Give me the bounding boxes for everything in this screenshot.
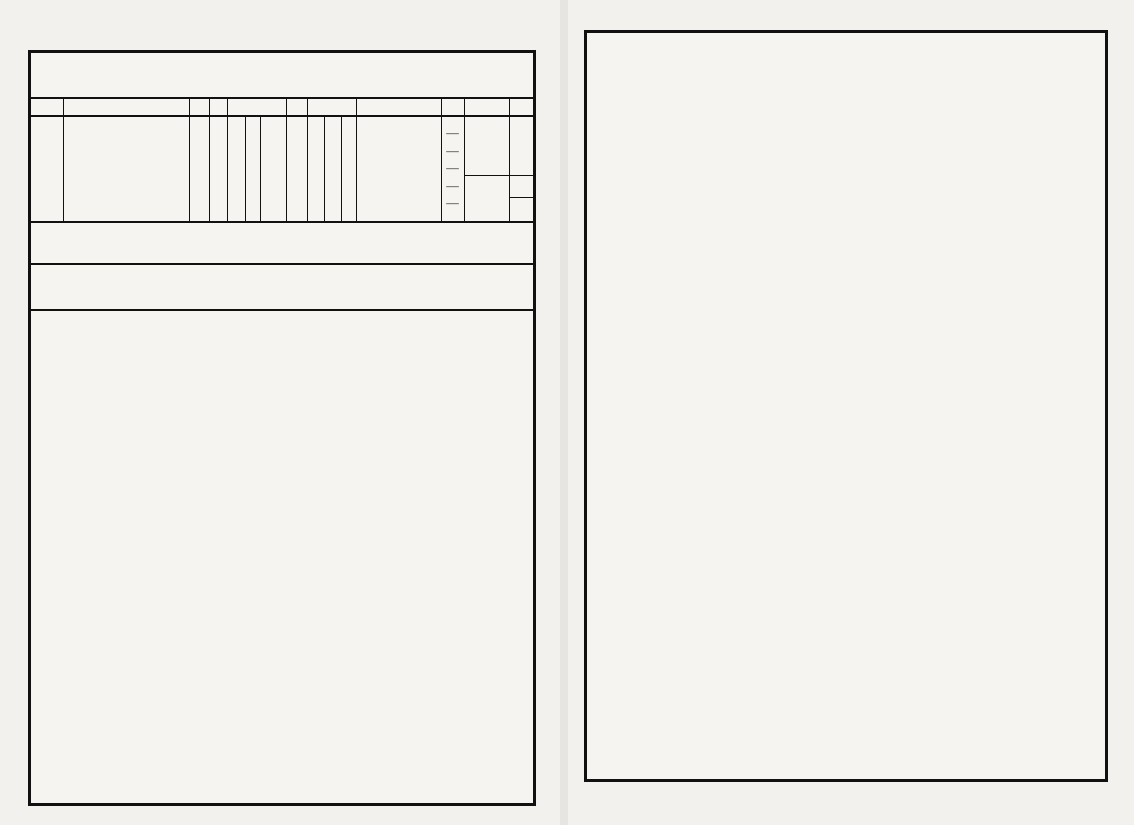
column-divider bbox=[245, 115, 246, 221]
timetable-frame bbox=[28, 50, 536, 806]
rule bbox=[31, 97, 533, 99]
column-divider bbox=[356, 115, 357, 221]
col9-dash: — bbox=[446, 126, 459, 140]
column-divider bbox=[260, 115, 261, 221]
column-divider bbox=[464, 97, 465, 115]
train-block bbox=[31, 53, 533, 265]
column-divider bbox=[509, 97, 510, 115]
rule bbox=[31, 221, 533, 223]
column-divider bbox=[227, 115, 228, 221]
column-divider bbox=[509, 115, 510, 221]
column-divider bbox=[63, 115, 64, 221]
train-block bbox=[31, 265, 533, 447]
column-divider bbox=[209, 115, 210, 221]
rule bbox=[509, 197, 533, 198]
column-divider bbox=[209, 97, 210, 115]
column-divider bbox=[63, 97, 64, 115]
column-divider bbox=[307, 115, 308, 221]
col9-dash: — bbox=[446, 143, 459, 158]
col9-dash: — bbox=[446, 178, 459, 193]
column-divider bbox=[286, 115, 287, 221]
rule bbox=[31, 115, 533, 117]
column-divider bbox=[341, 115, 342, 221]
rule bbox=[464, 175, 535, 176]
rule bbox=[31, 309, 533, 311]
column-divider bbox=[441, 97, 442, 115]
timetable-frame bbox=[584, 30, 1108, 782]
column-divider bbox=[356, 97, 357, 115]
col9-dash: — bbox=[446, 196, 459, 210]
col9-dash: — bbox=[446, 161, 459, 175]
left-page bbox=[0, 0, 560, 825]
column-divider bbox=[189, 115, 190, 221]
column-divider bbox=[464, 115, 465, 221]
column-divider bbox=[307, 97, 308, 115]
column-divider bbox=[227, 97, 228, 115]
column-divider bbox=[189, 97, 190, 115]
column-divider bbox=[324, 115, 325, 221]
right-page bbox=[568, 0, 1134, 825]
column-divider bbox=[286, 97, 287, 115]
